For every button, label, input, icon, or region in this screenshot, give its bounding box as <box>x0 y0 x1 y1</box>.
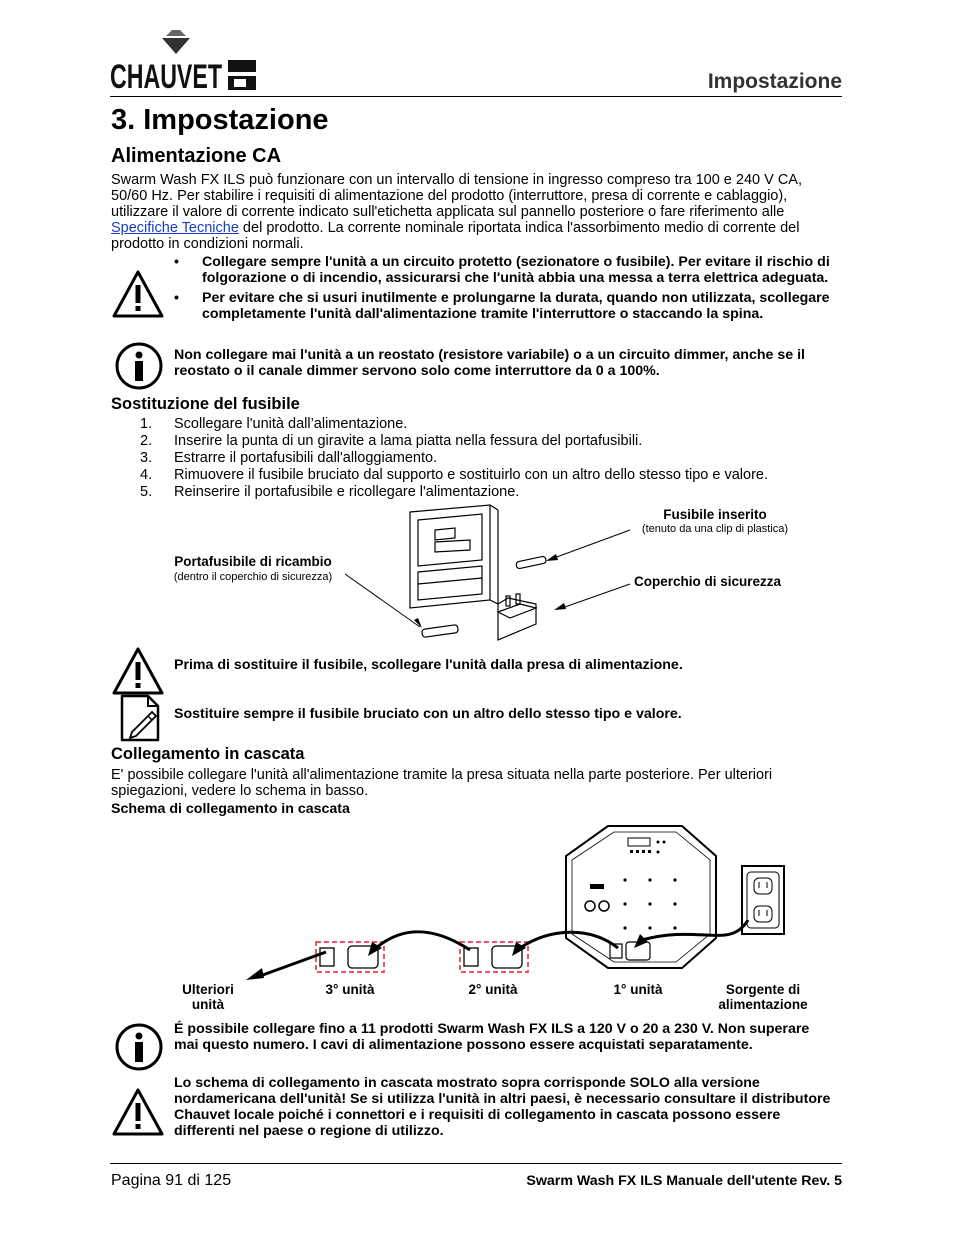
ac-warning-item: • Collegare sempre l'unità a un circuito protetto (sezionatore o fusibile). Per evitare il rischio di folgorazione o di incendio, assicurarsi che l'unità abbia una messa a terra elettrica adeguata. <box>174 254 830 286</box>
warning-icon <box>112 645 164 697</box>
further-units-label: Ulteriori unità <box>182 982 234 1012</box>
daisy-chain-paragraph: E' possibile collegare l'unità all'alimentazione tramite la presa situata nella parte posteriore. Per ulteriori spiegazioni, vedere lo schema in basso. <box>111 767 773 799</box>
info-icon <box>113 1021 165 1073</box>
fuse-memo-note: Sostituire sempre il fusibile bruciato con un altro dello stesso tipo e valore. <box>174 706 682 722</box>
fuse-step: 4. Rimuovere il fusibile bruciato dal supporto e sostituirlo con un altro dello stesso tipo e valore. <box>140 467 769 483</box>
daisy-chain-diagram-title: Schema di collegamento in cascata <box>111 801 350 817</box>
page-number: Pagina 91 di 125 <box>111 1172 232 1189</box>
fuse-inserted-note: (tenuto da una clip di plastica) <box>641 523 789 535</box>
fuse-inserted-label: Fusibile inserito <box>663 507 767 522</box>
warning-icon <box>112 1086 164 1138</box>
specifications-link[interactable]: Specifiche Tecniche <box>111 220 239 236</box>
header-rule <box>110 96 842 97</box>
ac-warning-item: • Per evitare che si usuri inutilmente e prolungarne la durata, quando non utilizzata, scollegare completamente l'unità dall'alimentazione tramite l'interruttore o staccando la spina. <box>174 290 830 322</box>
daisy-warning-note: Lo schema di collegamento in cascata mostrato sopra corrisponde SOLO alla versione nordamericana dell'unità! Se si utilizza l'unità in altri paesi, è necessario consultare il distributore Chauvet locale poiché i connettori e i requisiti di collegamento in cascata possono essere differenti nel paese o regione di utilizzo. <box>174 1075 831 1139</box>
unit3-label: 3° unità <box>325 982 375 997</box>
ac-power-text-1: Swarm Wash FX ILS può funzionare con un intervallo di tensione in ingresso compreso tra 100 e 240 V CA, 50/60 Hz. Per stabilire i requisiti di alimentazione del prodotto (interruttore, presa di corrente e cablaggio), utilizzare il valore di corrente indicato sull'etichetta applicata sul pannello posteriore o fare riferimento alle <box>111 172 802 220</box>
fuse-warning-note: Prima di sostituire il fusibile, scollegare l'unità dalla presa di alimentazione. <box>174 657 683 673</box>
unit1-label: 1° unità <box>613 982 663 997</box>
ac-info-note: Non collegare mai l'unità a un reostato (resistore variabile) o a un circuito dimmer, anche se il reostato o il canale dimmer servono solo come interruttore da 0 a 100%. <box>174 347 805 379</box>
manual-title: Swarm Wash FX ILS Manuale dell'utente Rev. 5 <box>526 1173 842 1189</box>
svg-text:CHAUVET: CHAUVET <box>110 58 223 96</box>
header-section-title: Impostazione <box>707 70 842 93</box>
fuse-holder-diagram <box>340 500 640 650</box>
fuse-heading: Sostituzione del fusibile <box>111 395 300 413</box>
spare-holder-note: (dentro il coperchio di sicurezza) <box>173 571 333 583</box>
ac-power-heading: Alimentazione CA <box>111 145 282 167</box>
chapter-title: 3. Impostazione <box>111 104 329 136</box>
memo-pencil-icon <box>114 692 166 744</box>
chauvet-dj-logo <box>110 30 260 96</box>
fuse-step: 3. Estrarre il portafusibili dall'alloggiamento. <box>140 450 438 466</box>
fuse-step: 5. Reinserire il portafusibile e ricollegare l'alimentazione. <box>140 484 520 500</box>
ac-power-paragraph <box>111 172 831 252</box>
daisy-chain-diagram <box>230 820 830 980</box>
daisy-info-note: É possibile collegare fino a 11 prodotti Swarm Wash FX ILS a 120 V o 20 a 230 V. Non superare mai questo numero. I cavi di alimentazione possono essere acquistati separatamente. <box>174 1021 810 1053</box>
footer-rule <box>110 1163 842 1164</box>
unit2-label: 2° unità <box>468 982 518 997</box>
power-source-label: Sorgente di alimentazione <box>718 982 808 1012</box>
warning-icon <box>112 268 164 320</box>
spare-holder-label: Portafusibile di ricambio <box>174 554 332 569</box>
daisy-chain-heading: Collegamento in cascata <box>111 745 305 763</box>
ac-warning-list <box>174 254 844 324</box>
ac-power-text-2: del prodotto. La corrente nominale riportata indica l'assorbimento medio di corrente del prodotto in condizioni normali. <box>111 220 800 252</box>
safety-cover-label: Coperchio di sicurezza <box>634 574 782 589</box>
fuse-step: 1. Scollegare l'unità dall’alimentazione. <box>140 416 408 432</box>
fuse-step: 2. Inserire la punta di un giravite a lama piatta nella fessura del portafusibili. <box>140 433 643 449</box>
info-icon <box>113 340 165 392</box>
fuse-steps <box>136 416 836 501</box>
